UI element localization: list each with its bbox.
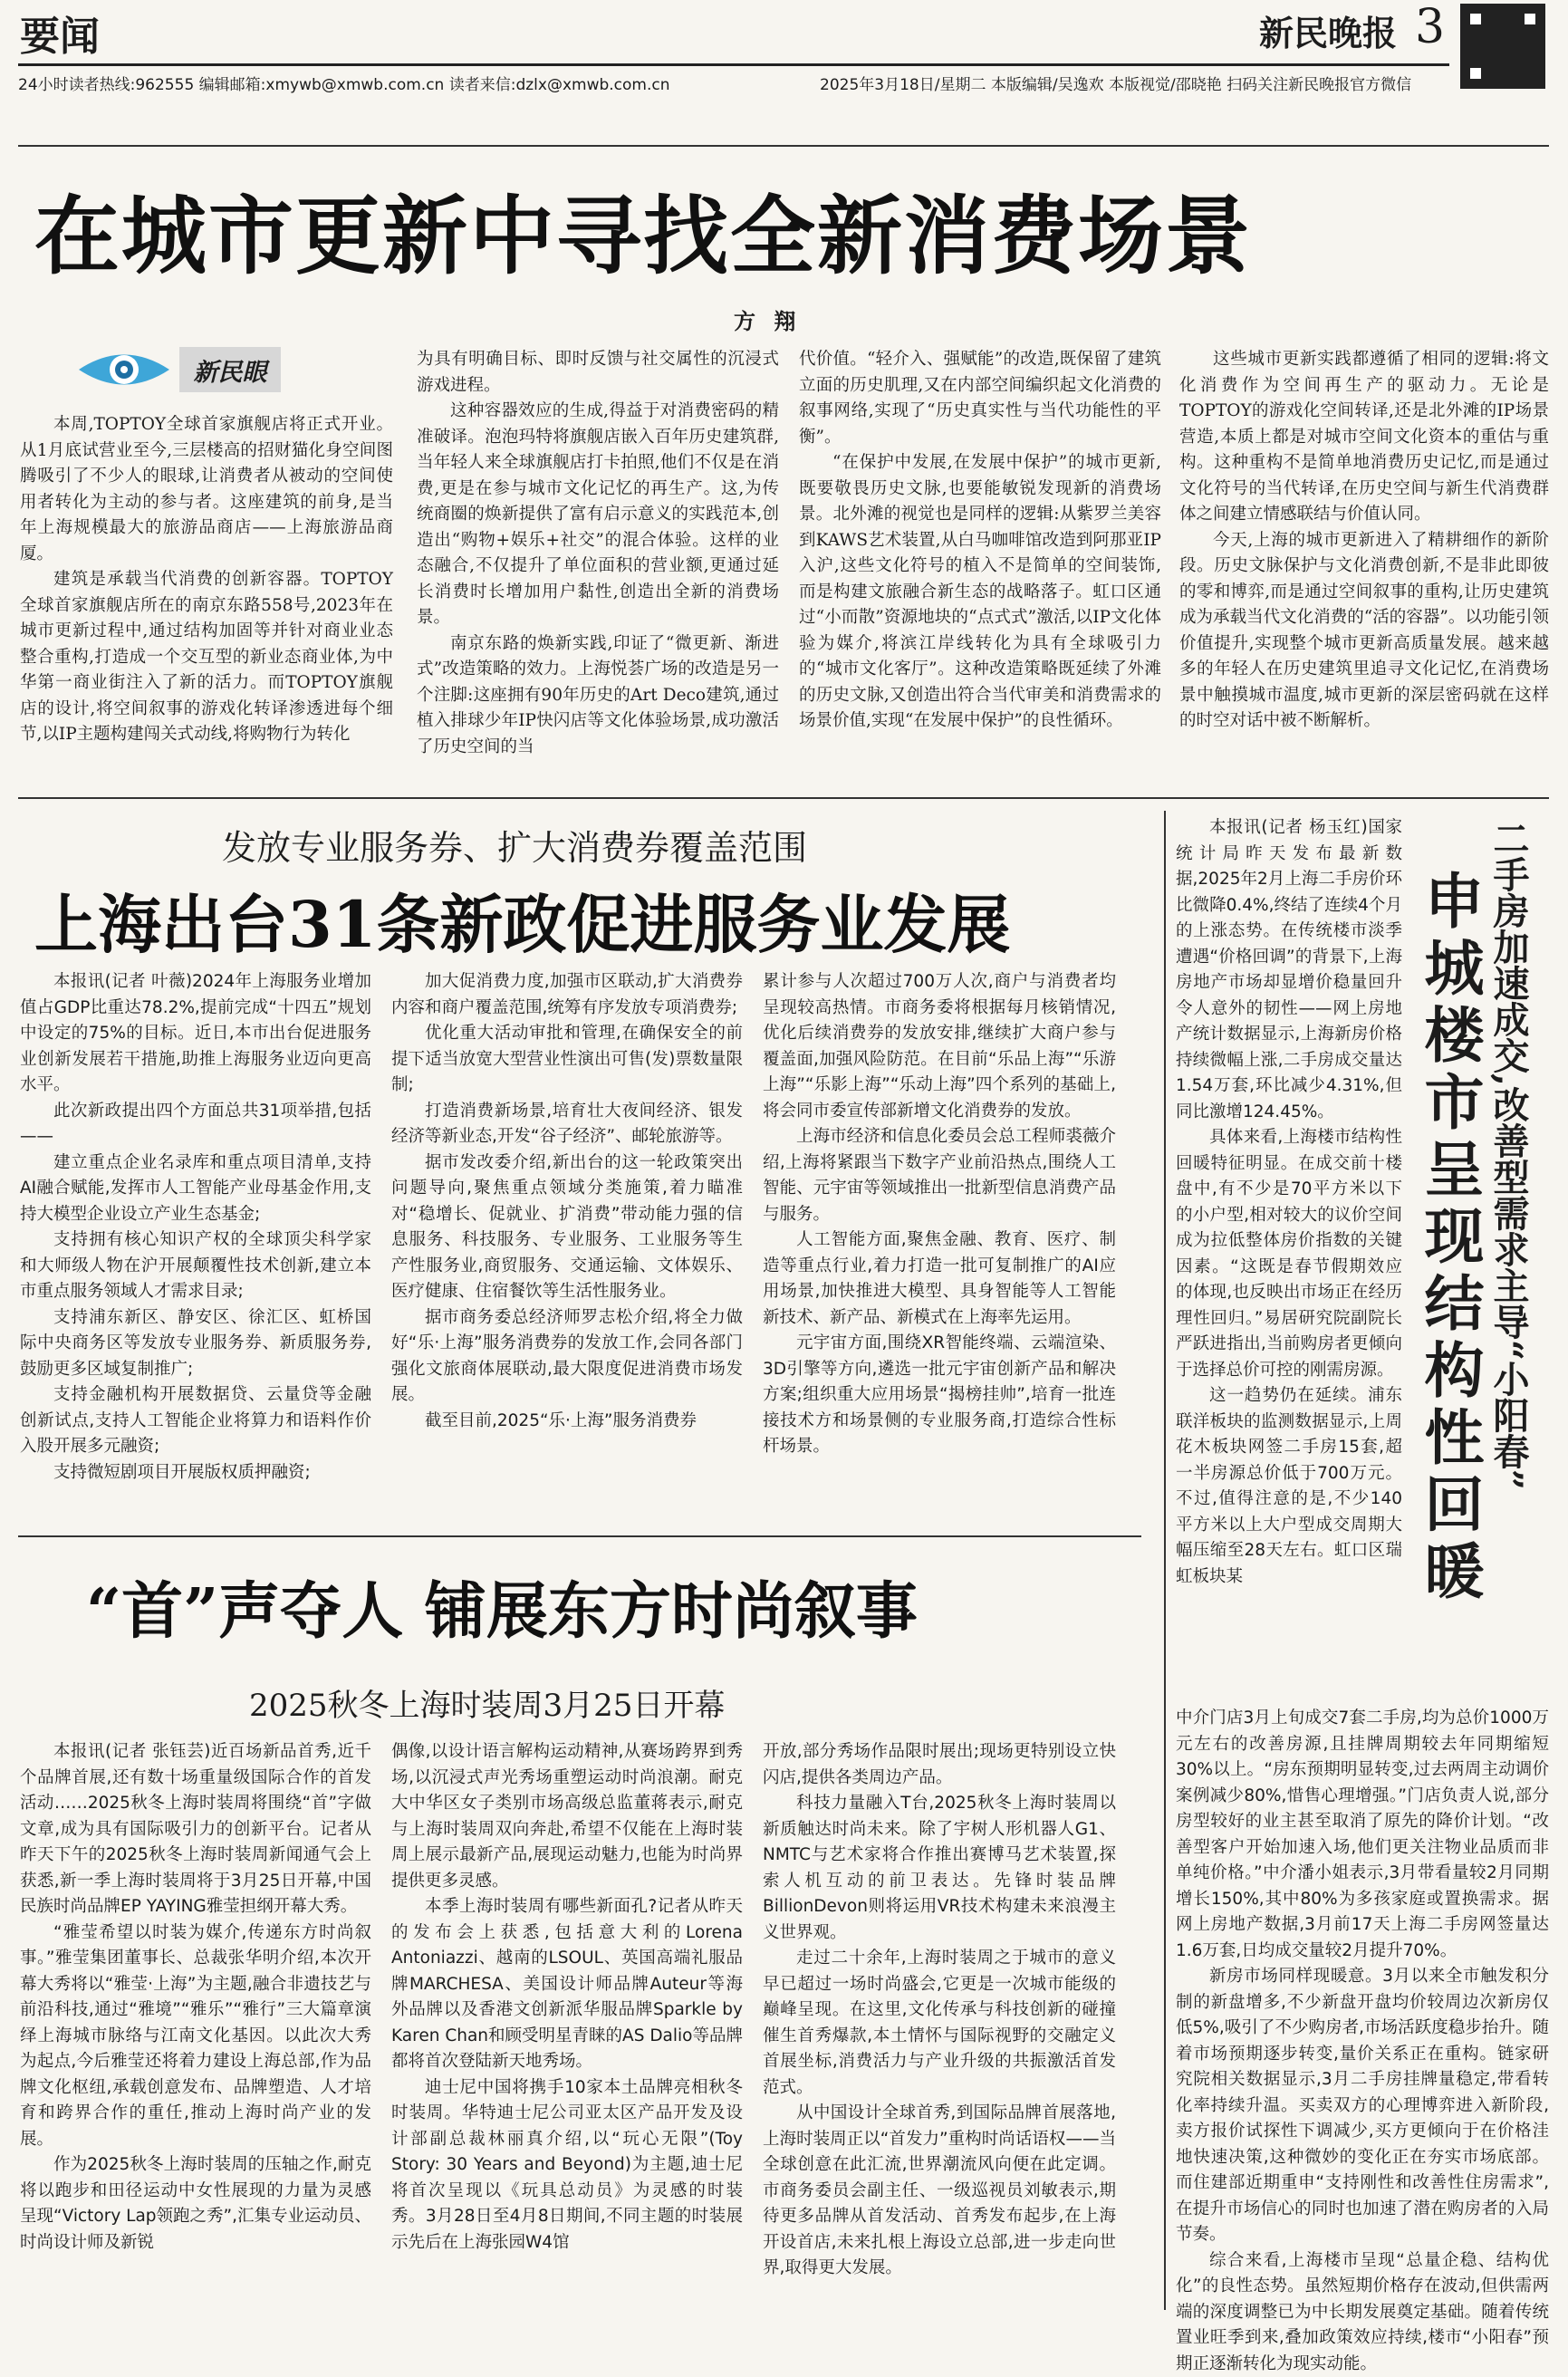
paragraph: 这些城市更新实践都遵循了相同的逻辑:将文化消费作为空间再生产的驱动力。无论是TOPTOY的游戏化空间转译,还是北外滩的IP场景营造,本质上都是对城市空间文化资本的重估与重构。这种重构不是简单地消费历史记忆,而是通过文化符号的当代转译,在历史空间与新生代消费群体之间建立情感联结与价值认同。	[1179, 347, 1549, 528]
paragraph: “雅莹希望以时装为媒介,传递东方时尚叙事。”雅莹集团董事长、总裁张华明介绍,本次开幕大秀将以“雅莹·上海”为主题,融合非遗技艺与前沿科技,通过“雅境”“雅乐”“雅行”三大篇章演绎上海城市脉络与江南文化基因。以此次大秀为起点,今后雅莹还将着力建设上海总部,作为品牌文化枢纽,承载创意发布、品牌塑造、人才培育和跨界合作的重任,推动上海时尚产业的发展。	[20, 1920, 371, 2153]
eye-icon	[74, 347, 174, 392]
paragraph: 本周,TOPTOY全球首家旗舰店将正式开业。从1月底试营业至今,三层楼高的招财猫化身空间图腾吸引了不少人的眼球,让消费者从被动的空间使用者转化为主动的参与者。这座建筑的前身,是当年上海规模最大的旅游品商店——上海旅游品商厦。	[20, 412, 393, 567]
paragraph: 据市商务委总经济师罗志松介绍,将全力做好“乐·上海”服务消费券的发放工作,会同各部门强化文旅商体展联动,最大限度促进消费市场发展。	[391, 1305, 743, 1409]
paragraph: 本季上海时装周有哪些新面孔?记者从昨天的发布会上获悉,包括意大利的Lorena Antoniazzi、越南的LSOUL、英国高端礼服品牌MARCHESA、美国设计师品牌Auteur等海外品牌以及香港文创新派华服品牌Sparkle by Karen Chan和顾受明星青睐的AS Dalio等品牌都将首次登陆新天地秀场。	[391, 1894, 743, 2075]
paragraph: 代价值。“轻介入、强赋能”的改造,既保留了建筑立面的历史肌理,又在内部空间编织起文化消费的叙事网络,实现了“历史真实性与当代功能性的平衡”。	[799, 347, 1161, 450]
paragraph: 走过二十余年,上海时装周之于城市的意义早已超过一场时尚盛会,它更是一次城市能级的巅峰呈现。在这里,文化传承与科技创新的碰撞催生首秀爆款,本土情怀与国际视野的交融定义首展坐标,消费活力与产业升级的共振激活首发范式。	[763, 1946, 1116, 2101]
paragraph: “在保护中发展,在发展中保护”的城市更新,既要敬畏历史文脉,也要能敏锐发现新的消费场景。北外滩的视觉也是同样的逻辑:从紫罗兰美容到KAWS艺术装置,从白马咖啡馆改造到阿那亚IP入沪,这些文化符号的植入不是简单的空间装饰,而是构建文旅融合新生态的战略落子。虹口区通过“小而散”资源地块的“点式式”激活,以IP文化体验为媒介,将滨江岸线转化为具有全球吸引力的“城市文化客厅”。这种改造策略既延续了外滩的历史文脉,又创造出符合当代审美和消费需求的场景价值,实现“在发展中保护”的良性循环。	[799, 450, 1161, 735]
paragraph: 迪士尼中国将携手10家本土品牌亮相秋冬时装周。华特迪士尼公司亚太区产品开发及设计部副总裁林丽真介绍,以“玩心无限”(Toy Story: 30 Years and Beyond)为主题,迪士尼将首次呈现以《玩具总动员》为灵感的时装秀。3月28日至4月8日期间,不同主题的时装展示先后在上海张园W4馆	[391, 2075, 743, 2257]
paragraph: 南京东路的焕新实践,印证了“微更新、渐进式”改造策略的效力。上海悦荟广场的改造是另一个注脚:这座拥有90年历史的Art Deco建筑,通过植入排球少年IP快闪店等文化体验场景,成功激活了历史空间的当	[417, 631, 779, 761]
section-title: 要闻	[20, 4, 100, 62]
newspaper-name: 新民晚报	[1259, 5, 1397, 55]
masthead-rule	[18, 63, 1449, 66]
paragraph: 累计参与人次超过700万人次,商户与消费者均呈现较高热情。市商务委将根据每月核销情况,优化后续消费券的发放安排,继续扩大商户参与覆盖面,加强风险防范。在目前“乐品上海”“乐游上海”“乐影上海”“乐动上海”四个系列的基础上,将会同市委宣传部新增文化消费券的发放。	[763, 969, 1116, 1124]
paragraph: 加大促消费力度,加强市区联动,扩大消费券内容和商户覆盖范围,统筹有序发放专项消费券;	[391, 969, 743, 1021]
hotline-info: 24小时读者热线:962555 编辑邮箱:xmywb@xmwb.com.cn 读者来信:dzlx@xmwb.com.cn	[18, 72, 670, 94]
article3-col-2	[391, 1739, 743, 2310]
paragraph: 支持微短剧项目开展版权质押融资;	[20, 1460, 371, 1487]
paragraph: 人工智能方面,聚焦金融、教育、医疗、制造等重点行业,着力打造一批可复制推广的AI应用场景,加快推进大模型、具身智能等人工智能新技术、新产品、新模式在上海率先运用。	[763, 1227, 1116, 1331]
article2-bottom-rule	[18, 1535, 1141, 1537]
article4-col-narrow	[1176, 815, 1402, 1703]
masthead	[0, 0, 1568, 100]
feature-author: 方 翔	[734, 303, 801, 335]
paragraph: 上海市经济和信息化委员会总工程师裘薇介绍,上海将紧跟当下数字产业前沿热点,围绕人工智能、元宇宙等领域推出一批新型信息消费产品与服务。	[763, 1124, 1116, 1227]
paragraph: 具体来看,上海楼市结构性回暖特征明显。在成交前十楼盘中,有不少是70平方米以下的小户型,相对较大的议价空间成为拉低整体房价指数的关键因素。“这既是春节假期效应的体现,也反映出市场正在经历理性回归。”易居研究院副院长严跃进指出,当前购房者更倾向于选择总价可控的刚需房源。	[1176, 1125, 1402, 1383]
paragraph: 开放,部分秀场作品限时展出;现场更特别设立快闪店,提供各类周边产品。	[763, 1739, 1116, 1791]
feature-col-3	[799, 347, 1161, 780]
article4-left-rule	[1164, 811, 1166, 2310]
feature-bottom-rule	[18, 797, 1549, 799]
paragraph: 这种容器效应的生成,得益于对消费密码的精准破译。泡泡玛特将旗舰店嵌入百年历史建筑群,当年轻人来全球旗舰店打卡拍照,他们不仅是在消费,更是在参与城市文化记忆的再生产。这,为传统商圈的焕新提供了富有启示意义的实践范本,创造出“购物+娱乐+社交”的混合体验。这样的业态融合,不仅提升了单位面积的营业额,更通过延长消费时长增加用户黏性,创造出全新的消费场景。	[417, 399, 779, 631]
paragraph: 偶像,以设计语言解构运动精神,从赛场跨界到秀场,以沉浸式声光秀场重塑运动时尚浪潮。耐克大中华区女子类别市场高级总监董蒋表示,耐克与上海时装周双向奔赴,希望不仅能在上海时装周上展示最新产品,展现运动魅力,也能为时尚界提供更多灵感。	[391, 1739, 743, 1894]
paragraph: 截至目前,2025“乐·上海”服务消费券	[391, 1409, 743, 1435]
paragraph: 今天,上海的城市更新进入了精耕细作的新阶段。历史文脉保护与文化消费创新,不是非此即彼的零和博弈,而是通过空间叙事的重构,让历史建筑成为承载当代文化消费的“活的容器”。以功能引领价值提升,实现整个城市更新高质量发展。越来越多的年轻人在历史建筑里追寻文化记忆,在消费场景中触摸城市温度,城市更新的深层密码就在这样的时空对话中被不断解析。	[1179, 528, 1549, 735]
paragraph: 建立重点企业名录库和重点项目清单,支持AI融合赋能,发挥市人工智能产业母基金作用,支持大模型企业设立产业生态基金;	[20, 1150, 371, 1228]
paragraph: 支持浦东新区、静安区、徐汇区、虹桥国际中央商务区等发放专业服务券、新质服务券,鼓励更多区域复制推广;	[20, 1305, 371, 1383]
paragraph: 从中国设计全球首秀,到国际品牌首展落地,上海时装周正以“首发力”重构时尚话语权——当全球创意在此汇流,世界潮流风向便在此定调。市商务委员会副主任、一级巡视员刘敏表示,期待更多品牌从首发活动、首秀发布起步,在上海开设首店,未来扎根上海设立总部,进一步走向世界,取得更大发展。	[763, 2101, 1116, 2282]
page-number: 3	[1415, 0, 1445, 54]
paragraph: 本报讯(记者 叶薇)2024年上海服务业增加值占GDP比重达78.2%,提前完成“十四五”规划中设定的75%的目标。近日,本市出台促进服务业创新发展若干措施,助推上海服务业迈向更高水平。	[20, 969, 371, 1099]
article3-col-1	[20, 1739, 371, 2310]
paragraph: 综合来看,上海楼市呈现“总量企稳、结构优化”的良性态势。虽然短期价格存在波动,但供需两端的深度调整已为中长期发展奠定基础。随着传统置业旺季到来,叠加政策效应持续,楼市“小阳春”预期正逐渐转化为现实动能。	[1176, 2248, 1549, 2377]
paragraph: 新房市场同样现暖意。3月以来全市触发积分制的新盘增多,不少新盘开盘均价较周边次新房仅低5%,吸引了不少购房者,市场活跃度稳步抬升。随着市场预期逐步转变,量价关系正在重构。链家研究院相关数据显示,3月二手房挂牌量稳定,带看转化率持续升温。买卖双方的心理博弈进入新阶段,卖方报价试探性下调减少,买方更倾向于在价格洼地快速决策,这种微妙的变化正在夯实市场底部。而住建部近期重申“支持刚性和改善性住房需求”,在提升市场信心的同时也加速了潜在购房者的入局节奏。	[1176, 1964, 1549, 2248]
paragraph: 中介门店3月上旬成交7套二手房,均为总价1000万元左右的改善房源,且挂牌周期较去年同期缩短30%以上。“房东预期明显转变,过去两周主动调价案例减少80%,惜售心理增强。”门店负责人说,部分房型较好的业主甚至取消了原先的降价计划。“改善型客户开始加速入场,他们更关注物业品质而非单纯价格。”中介潘小姐表示,3月带看量较2月同期增长150%,其中80%为多孩家庭或置换需求。据网上房地产数据,3月前17天上海二手房网签量达1.6万套,日均成交量较2月提升70%。	[1176, 1706, 1549, 1964]
paragraph: 此次新政提出四个方面总共31项举措,包括——	[20, 1099, 371, 1150]
article2-col-3	[763, 969, 1116, 1504]
feature-col-4	[1179, 347, 1549, 780]
paragraph: 为具有明确目标、即时反馈与社交属性的沉浸式游戏进程。	[417, 347, 779, 399]
paragraph: 本报讯(记者 张钰芸)近百场新品首秀,近千个品牌首展,还有数十场重量级国际合作的首发活动……2025秋冬上海时装周将围绕“首”字做文章,成为具有国际吸引力的创新平台。记者从昨天下午的2025秋冬上海时装周新闻通气会上获悉,新一季上海时装周将于3月25日开幕,中国民族时尚品牌EP YAYING雅莹担纲开幕大秀。	[20, 1739, 371, 1920]
issue-info: 2025年3月18日/星期二 本版编辑/吴逸欢 本版视觉/邵晓艳 扫码关注新民晚报官方微信	[820, 72, 1411, 94]
qr-code-icon[interactable]	[1460, 4, 1545, 89]
article4-col-wide	[1176, 1706, 1549, 2313]
article3-headline: “首”声夺人 铺展东方时尚叙事	[86, 1563, 918, 1650]
column-label: 新民眼	[179, 347, 281, 392]
paragraph: 作为2025秋冬上海时装周的压轴之作,耐克将以跑步和田径运动中女性展现的力量为灵感呈现“Victory Lap领跑之秀”,汇集专业运动员、时尚设计师及新锐	[20, 2152, 371, 2256]
article4-headline: 申城楼市呈现结构性回暖	[1415, 870, 1484, 1640]
feature-top-rule	[18, 145, 1549, 147]
article2-col-2	[391, 969, 743, 1504]
article2-col-1	[20, 969, 371, 1504]
paragraph: 建筑是承载当代消费的创新容器。TOPTOY全球首家旗舰店所在的南京东路558号,2023年在城市更新过程中,通过结构加固等并针对商业业态整合重构,打造成一个交互型的新业态商业体,为中华第一商业街注入了新的活力。而TOPTOY旗舰店的设计,将空间叙事的游戏化转译渗透进每个细节,以IP主题构建闯关式动线,将购物行为转化	[20, 567, 393, 748]
feature-col-2	[417, 347, 779, 780]
paragraph: 科技力量融入T台,2025秋冬上海时装周以新质触达时尚未来。除了宇树人形机器人G1、NMTC与艺术家将合作推出赛博马艺术装置,探索人机互动的前卫表达。先锋时装品牌BillionDevon则将运用VR技术构建未来浪漫主义世界观。	[763, 1791, 1116, 1946]
paragraph: 支持金融机构开展数据贷、云量贷等金融创新试点,支持人工智能企业将算力和语料作价入股开展多元融资;	[20, 1382, 371, 1460]
article2-headline: 上海出台31条新政促进服务业发展	[34, 874, 1010, 966]
paragraph: 据市发改委介绍,新出台的这一轮政策突出问题导向,聚焦重点领域分类施策,着力瞄准对“稳增长、促就业、扩消费”带动能力强的信息服务、科技服务、专业服务、工业服务等生产性服务业,商贸服务、交通运输、文体娱乐、医疗健康、住宿餐饮等生活性服务业。	[391, 1150, 743, 1305]
paragraph: 打造消费新场景,培育壮大夜间经济、银发经济等新业态,开发“谷子经济”、邮轮旅游等。	[391, 1099, 743, 1150]
article3-subhead: 2025秋冬上海时装周3月25日开幕	[249, 1680, 725, 1725]
article4-kicker: 二手房加速成交,改善型需求主导“小阳春”	[1486, 820, 1531, 1653]
paragraph: 这一趋势仍在延续。浦东联洋板块的监测数据显示,上周花木板块网签二手房15套,超一半房源总价低于700万元。不过,值得注意的是,不少140平方米以上大户型成交周期大幅压缩至28天左右。虹口区瑞虹板块某	[1176, 1383, 1402, 1590]
article2-kicker: 发放专业服务券、扩大消费券覆盖范围	[222, 820, 807, 870]
feature-col-1	[20, 412, 393, 779]
paragraph: 元宇宙方面,围绕XR智能终端、云端渲染、3D引擎等方向,遴选一批元宇宙创新产品和解决方案;组织重大应用场景“揭榜挂帅”,培育一批连接技术方和场景侧的专业服务商,打造综合性标杆场景。	[763, 1331, 1116, 1460]
paragraph: 本报讯(记者 杨玉红)国家统计局昨天发布最新数据,2025年2月上海二手房价环比微降0.4%,终结了连续4个月的上涨态势。在传统楼市淡季遭遇“价格回调”的背景下,上海房地产市场却显增价稳量回升令人意外的韧性——网上房地产统计数据显示,上海新房价格持续微幅上涨,二手房成交量达1.54万套,环比减少4.31%,但同比激增124.45%。	[1176, 815, 1402, 1125]
paragraph: 支持拥有核心知识产权的全球顶尖科学家和大师级人物在沪开展颠覆性技术创新,建立本市重点服务领域人才需求目录;	[20, 1227, 371, 1305]
feature-headline: 在城市更新中寻找全新消费场景	[34, 168, 1252, 290]
paragraph: 优化重大活动审批和管理,在确保安全的前提下适当放宽大型营业性演出可售(发)票数量限制;	[391, 1021, 743, 1099]
article3-col-3	[763, 1739, 1116, 2310]
